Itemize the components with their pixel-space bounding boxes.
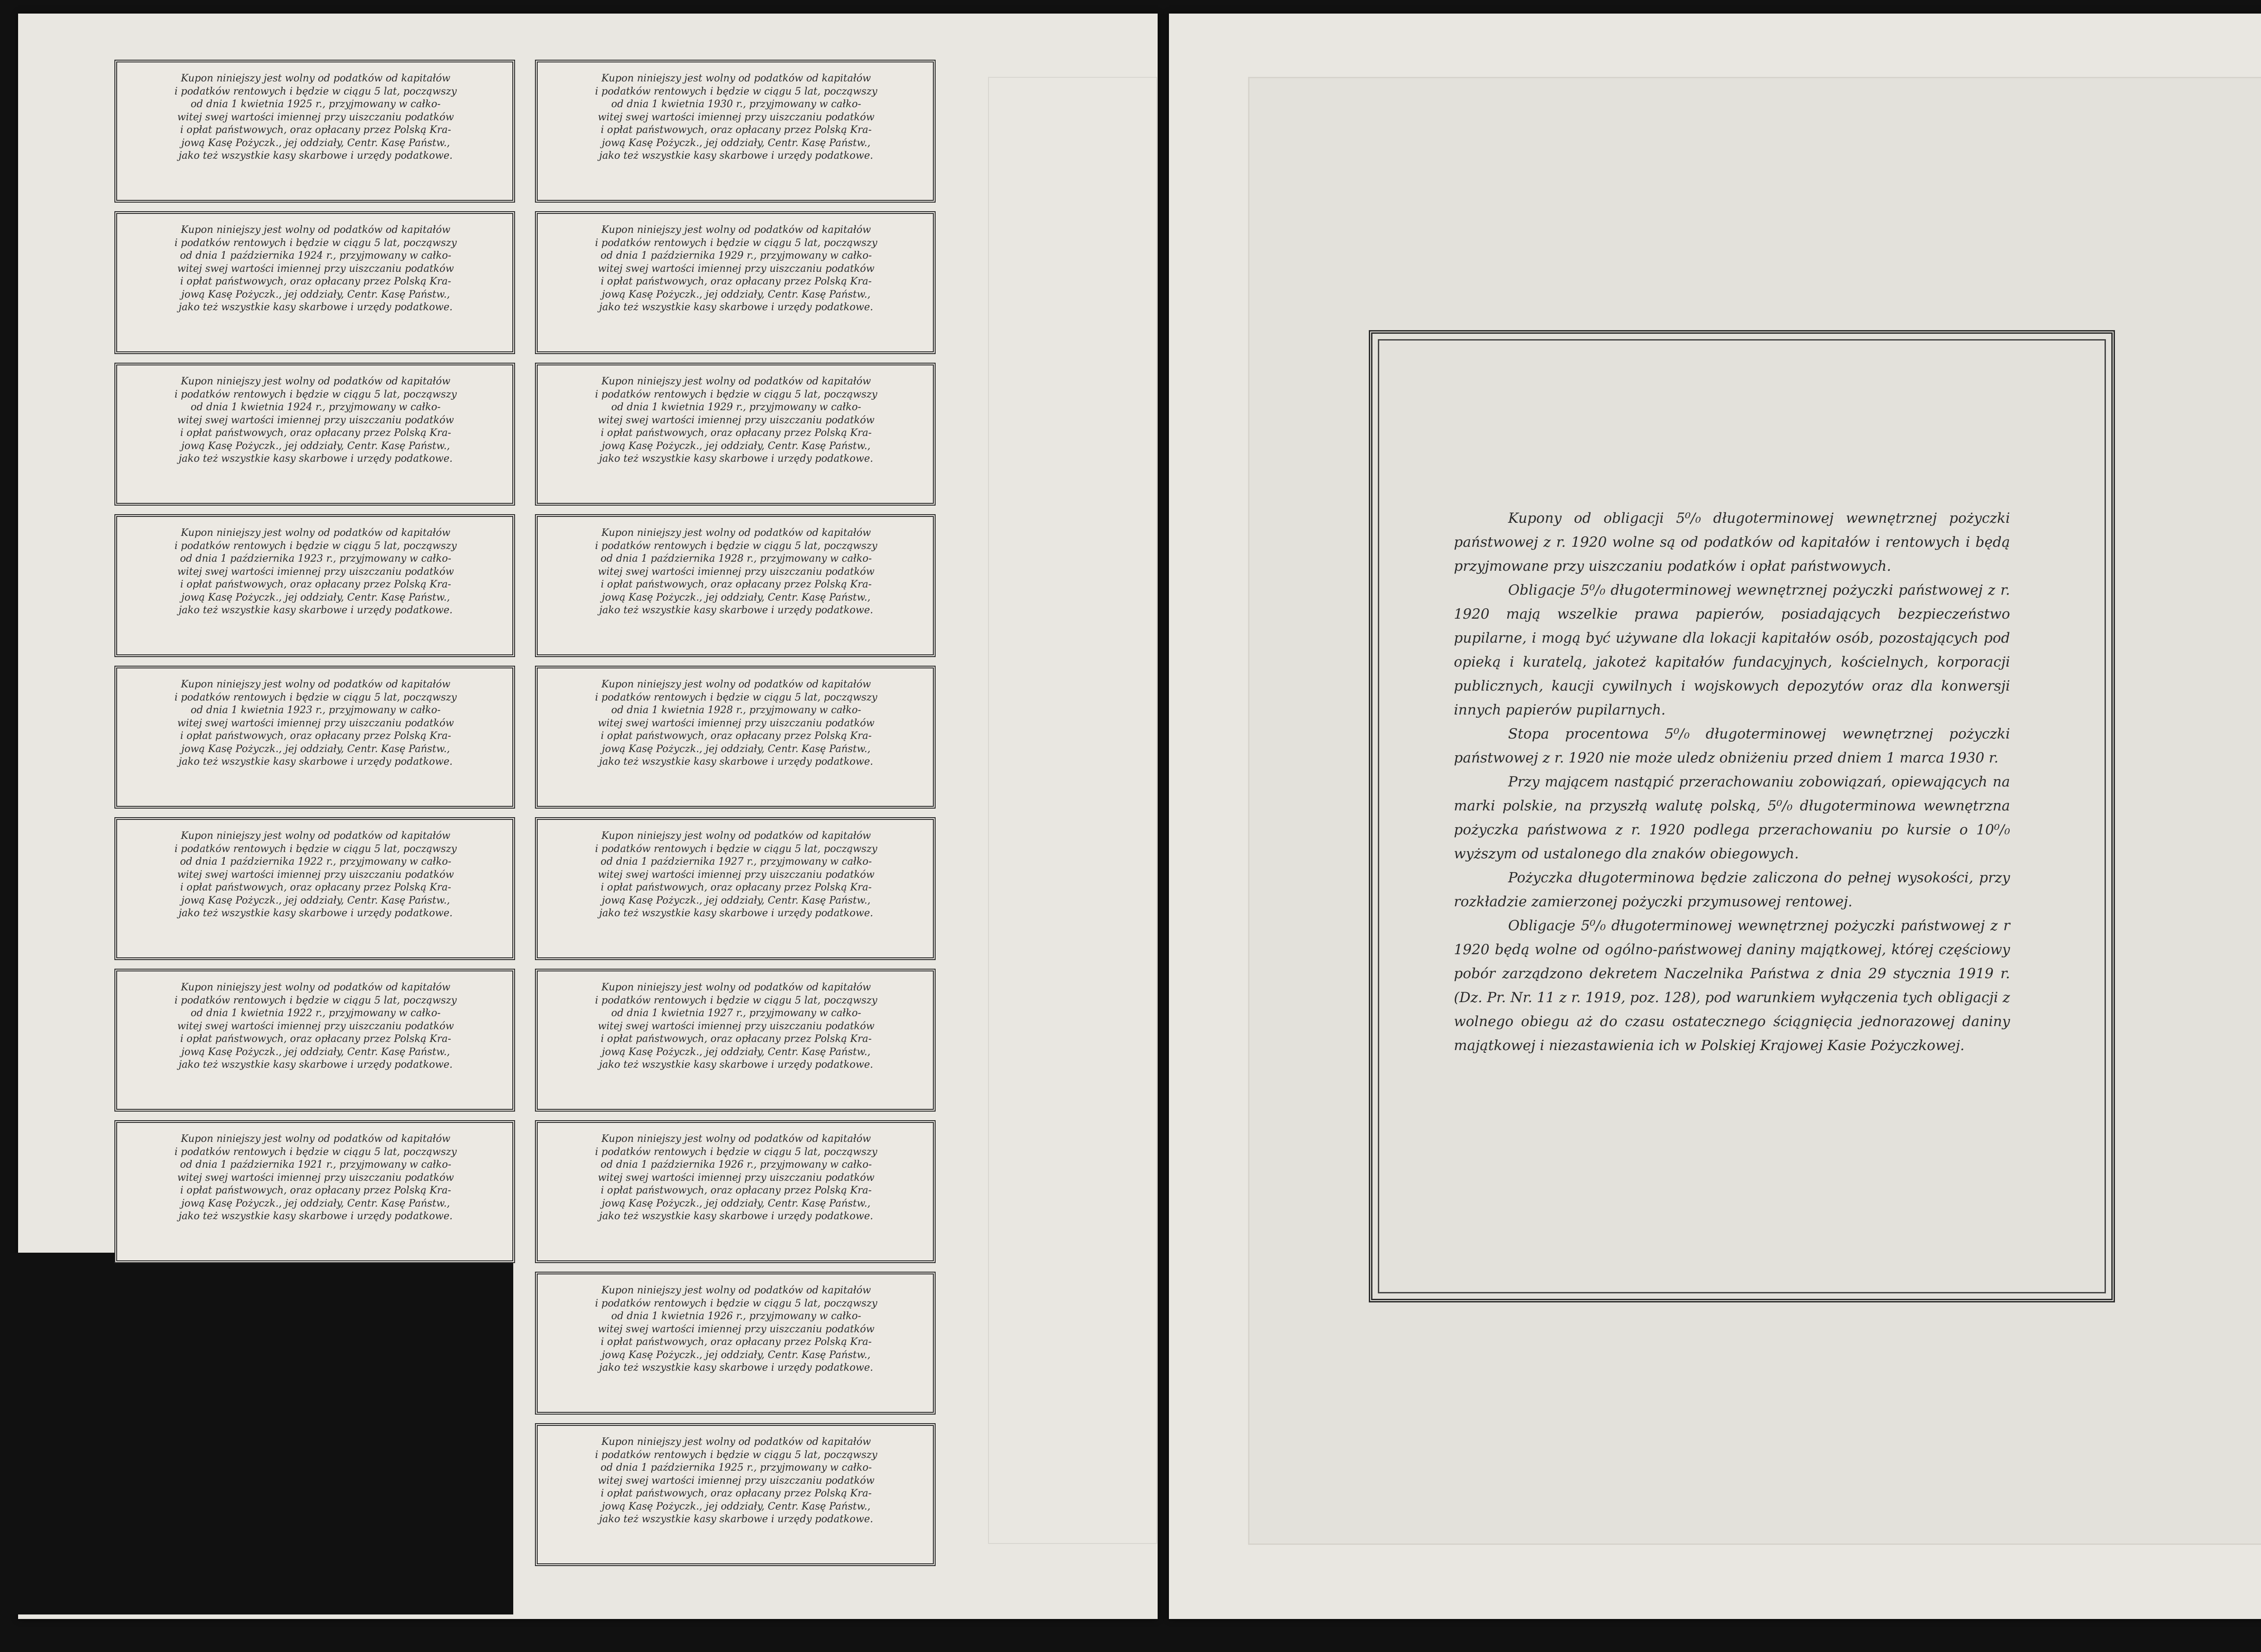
coupon-text: Kupon niniejszy jest wolny od podatków od kapitałów i podatków rentowych i będzie w ciągu 5 lat, począwszy od dnia 1 października 1928 r., przyjmowany w całko- witej swej wartości imiennej przy uiszczaniu podatków i opłat państwowych, oraz opłacany przez Polską Kra- jową Kasę Pożyczk., jej oddziały, Centr. Kasę Państw., jako też wszystkie kasy skarbowe i urzędy podatkowe. bbox=[595, 527, 878, 616]
coupon-text: Kupon niniejszy jest wolny od podatków od kapitałów i podatków rentowych i będzie w ciągu 5 lat, począwszy od dnia 1 października 1925 r., przyjmowany w całko- witej swej wartości imiennej przy uiszczaniu podatków i opłat państwowych, oraz opłacany przez Polską Kra- jową Kasę Pożyczk., jej oddziały, Centr. Kasę Państw., jako też wszystkie kasy skarbowe i urzędy podatkowe. bbox=[595, 1436, 878, 1525]
coupon-text: Kupon niniejszy jest wolny od podatków od kapitałów i podatków rentowych i będzie w ciągu 5 lat, począwszy od dnia 1 kwietnia 1922 r., przyjmowany w całko- witej swej wartości imiennej przy uiszczaniu podatków i opłat państwowych, oraz opłacany przez Polską Kra- jową Kasę Pożyczk., jej oddziały, Centr. Kasę Państw., jako też wszystkie kasy skarbowe i urzędy podatkowe. bbox=[174, 982, 457, 1070]
coupon-text: Kupon niniejszy jest wolny od podatków od kapitałów i podatków rentowych i będzie w ciągu 5 lat, począwszy od dnia 1 października 1926 r., przyjmowany w całko- witej swej wartości imiennej przy uiszczaniu podatków i opłat państwowych, oraz opłacany przez Polską Kra- jową Kasę Pożyczk., jej oddziały, Centr. Kasę Państw., jako też wszystkie kasy skarbowe i urzędy podatkowe. bbox=[595, 1133, 878, 1222]
cut-away-area bbox=[0, 1253, 513, 1614]
coupon-text: Kupon niniejszy jest wolny od podatków od kapitałów i podatków rentowych i będzie w ciągu 5 lat, począwszy od dnia 1 kwietnia 1925 r., przyjmowany w całko- witej swej wartości imiennej przy uiszczaniu podatków i opłat państwowych, oraz opłacany przez Polską Kra- jową Kasę Pożyczk., jej oddziały, Centr. Kasę Państw., jako też wszystkie kasy skarbowe i urzędy podatkowe. bbox=[174, 73, 457, 161]
coupon-text: Kupon niniejszy jest wolny od podatków od kapitałów i podatków rentowych i będzie w ciągu 5 lat, począwszy od dnia 1 października 1923 r., przyjmowany w całko- witej swej wartości imiennej przy uiszczaniu podatków i opłat państwowych, oraz opłacany przez Polską Kra- jową Kasę Pożyczk., jej oddziały, Centr. Kasę Państw., jako też wszystkie kasy skarbowe i urzędy podatkowe. bbox=[174, 527, 457, 616]
bond-terms bbox=[1454, 506, 2010, 1058]
coupon bbox=[114, 514, 515, 657]
coupon bbox=[535, 1272, 936, 1415]
coupon-text: Kupon niniejszy jest wolny od podatków od kapitałów i podatków rentowych i będzie w ciągu 5 lat, począwszy od dnia 1 kwietnia 1926 r., przyjmowany w całko- witej swej wartości imiennej przy uiszczaniu podatków i opłat państwowych, oraz opłacany przez Polską Kra- jową Kasę Pożyczk., jej oddziały, Centr. Kasę Państw., jako też wszystkie kasy skarbowe i urzędy podatkowe. bbox=[595, 1285, 878, 1373]
coupon-text: Kupon niniejszy jest wolny od podatków od kapitałów i podatków rentowych i będzie w ciągu 5 lat, począwszy od dnia 1 października 1922 r., przyjmowany w całko- witej swej wartości imiennej przy uiszczaniu podatków i opłat państwowych, oraz opłacany przez Polską Kra- jową Kasę Pożyczk., jej oddziały, Centr. Kasę Państw., jako też wszystkie kasy skarbowe i urzędy podatkowe. bbox=[174, 830, 457, 919]
coupon-text: Kupon niniejszy jest wolny od podatków od kapitałów i podatków rentowych i będzie w ciągu 5 lat, począwszy od dnia 1 kwietnia 1929 r., przyjmowany w całko- witej swej wartości imiennej przy uiszczaniu podatków i opłat państwowych, oraz opłacany przez Polską Kra- jową Kasę Pożyczk., jej oddziały, Centr. Kasę Państw., jako też wszystkie kasy skarbowe i urzędy podatkowe. bbox=[595, 376, 878, 464]
coupon bbox=[535, 817, 936, 960]
terms-paragraph: Przy mającem nastąpić przerachowaniu zobowiązań, opiewających na marki polskie, na przyszłą walutę polską, 5⁰/₀ długoterminowa wewnętrzna pożyczka państwowa z r. 1920 podlega przerachowaniu po kursie o 10⁰/₀ wyższym od ustalonego dla znaków obiegowych. bbox=[1454, 774, 2010, 862]
coupon bbox=[535, 60, 936, 203]
coupon bbox=[114, 1120, 515, 1263]
coupon bbox=[114, 60, 515, 203]
coupon-text: Kupon niniejszy jest wolny od podatków od kapitałów i podatków rentowych i będzie w ciągu 5 lat, począwszy od dnia 1 kwietnia 1927 r., przyjmowany w całko- witej swej wartości imiennej przy uiszczaniu podatków i opłat państwowych, oraz opłacany przez Polską Kra- jową Kasę Pożyczk., jej oddziały, Centr. Kasę Państw., jako też wszystkie kasy skarbowe i urzędy podatkowe. bbox=[595, 982, 878, 1070]
coupon bbox=[114, 817, 515, 960]
coupon bbox=[535, 1423, 936, 1566]
coupon bbox=[535, 969, 936, 1112]
coupon bbox=[114, 969, 515, 1112]
coupon bbox=[535, 211, 936, 354]
coupon bbox=[535, 666, 936, 809]
coupon bbox=[535, 363, 936, 506]
coupon-text: Kupon niniejszy jest wolny od podatków od kapitałów i podatków rentowych i będzie w ciągu 5 lat, począwszy od dnia 1 października 1929 r., przyjmowany w całko- witej swej wartości imiennej przy uiszczaniu podatków i opłat państwowych, oraz opłacany przez Polską Kra- jową Kasę Pożyczk., jej oddziały, Centr. Kasę Państw., jako też wszystkie kasy skarbowe i urzędy podatkowe. bbox=[595, 224, 878, 313]
coupon-text: Kupon niniejszy jest wolny od podatków od kapitałów i podatków rentowych i będzie w ciągu 5 lat, począwszy od dnia 1 kwietnia 1924 r., przyjmowany w całko- witej swej wartości imiennej przy uiszczaniu podatków i opłat państwowych, oraz opłacany przez Polską Kra- jową Kasę Pożyczk., jej oddziały, Centr. Kasę Państw., jako też wszystkie kasy skarbowe i urzędy podatkowe. bbox=[174, 376, 457, 464]
terms-paragraph: Stopa procentowa 5⁰/₀ długoterminowej wewnętrznej pożyczki państwowej z r. 1920 nie może uledz obniżeniu przed dniem 1 marca 1930 r. bbox=[1454, 726, 2010, 766]
coupon bbox=[535, 1120, 936, 1263]
terms-paragraph: Pożyczka długoterminowa będzie zaliczona do pełnej wysokości, przy rozkładzie zamierzonej pożyczki przymusowej rentowej. bbox=[1454, 870, 2010, 910]
bleed-through-panel bbox=[988, 77, 1157, 1544]
coupon bbox=[114, 363, 515, 506]
terms-paragraph: Obligacje 5⁰/₀ długoterminowej wewnętrznej pożyczki państwowej z r 1920 będą wolne od ogólno-państwowej daniny majątkowej, której częściowy pobór zarządzono dekretem Naczelnika Państwa z dnia 29 stycznia 1919 r. (Dz. Pr. Nr. 11 z r. 1919, poz. 128), pod warunkiem wyłączenia tych obligacji z wolnego obiegu aż do czasu ostatecznego ściągnięcia jednorazowej daniny majątkowej i niezastawienia ich w Polskiej Krajowej Kasie Pożyczkowej. bbox=[1454, 918, 2010, 1054]
coupon-text: Kupon niniejszy jest wolny od podatków od kapitałów i podatków rentowych i będzie w ciągu 5 lat, począwszy od dnia 1 kwietnia 1930 r., przyjmowany w całko- witej swej wartości imiennej przy uiszczaniu podatków i opłat państwowych, oraz opłacany przez Polską Kra- jową Kasę Pożyczk., jej oddziały, Centr. Kasę Państw., jako też wszystkie kasy skarbowe i urzędy podatkowe. bbox=[595, 73, 878, 161]
coupon-text: Kupon niniejszy jest wolny od podatków od kapitałów i podatków rentowych i będzie w ciągu 5 lat, począwszy od dnia 1 kwietnia 1928 r., przyjmowany w całko- witej swej wartości imiennej przy uiszczaniu podatków i opłat państwowych, oraz opłacany przez Polską Kra- jową Kasę Pożyczk., jej oddziały, Centr. Kasę Państw., jako też wszystkie kasy skarbowe i urzędy podatkowe. bbox=[595, 679, 878, 767]
coupon bbox=[535, 514, 936, 657]
terms-paragraph: Kupony od obligacji 5⁰/₀ długoterminowej wewnętrznej pożyczki państwowej z r. 1920 wolne są od podatków od kapitałów i rentowych i będą przyjmowane przy uiszczaniu podatków i opłat państwowych. bbox=[1454, 510, 2010, 574]
terms-paragraph: Obligacje 5⁰/₀ długoterminowej wewnętrznej pożyczki państwowej z r. 1920 mają wszelkie prawa papierów, posiadających bezpieczeństwo pupilarne, i mogą być używane dla lokacji kapitałów osób, pozostających pod opieką i kuratelą, jakoteż kapitałów fundacyjnych, kościelnych, korporacji publicznych, kaucji cywilnych i wojskowych depozytów oraz dla konwersji innych papierów pupilarnych. bbox=[1454, 582, 2010, 718]
coupon-text: Kupon niniejszy jest wolny od podatków od kapitałów i podatków rentowych i będzie w ciągu 5 lat, począwszy od dnia 1 października 1921 r., przyjmowany w całko- witej swej wartości imiennej przy uiszczaniu podatków i opłat państwowych, oraz opłacany przez Polską Kra- jową Kasę Pożyczk., jej oddziały, Centr. Kasę Państw., jako też wszystkie kasy skarbowe i urzędy podatkowe. bbox=[174, 1133, 457, 1222]
coupon-text: Kupon niniejszy jest wolny od podatków od kapitałów i podatków rentowych i będzie w ciągu 5 lat, począwszy od dnia 1 kwietnia 1923 r., przyjmowany w całko- witej swej wartości imiennej przy uiszczaniu podatków i opłat państwowych, oraz opłacany przez Polską Kra- jową Kasę Pożyczk., jej oddziały, Centr. Kasę Państw., jako też wszystkie kasy skarbowe i urzędy podatkowe. bbox=[174, 679, 457, 767]
coupon bbox=[114, 211, 515, 354]
coupon bbox=[114, 666, 515, 809]
coupon-text: Kupon niniejszy jest wolny od podatków od kapitałów i podatków rentowych i będzie w ciągu 5 lat, począwszy od dnia 1 października 1927 r., przyjmowany w całko- witej swej wartości imiennej przy uiszczaniu podatków i opłat państwowych, oraz opłacany przez Polską Kra- jową Kasę Pożyczk., jej oddziały, Centr. Kasę Państw., jako też wszystkie kasy skarbowe i urzędy podatkowe. bbox=[595, 830, 878, 919]
coupon-text: Kupon niniejszy jest wolny od podatków od kapitałów i podatków rentowych i będzie w ciągu 5 lat, począwszy od dnia 1 października 1924 r., przyjmowany w całko- witej swej wartości imiennej przy uiszczaniu podatków i opłat państwowych, oraz opłacany przez Polską Kra- jową Kasę Pożyczk., jej oddziały, Centr. Kasę Państw., jako też wszystkie kasy skarbowe i urzędy podatkowe. bbox=[174, 224, 457, 313]
